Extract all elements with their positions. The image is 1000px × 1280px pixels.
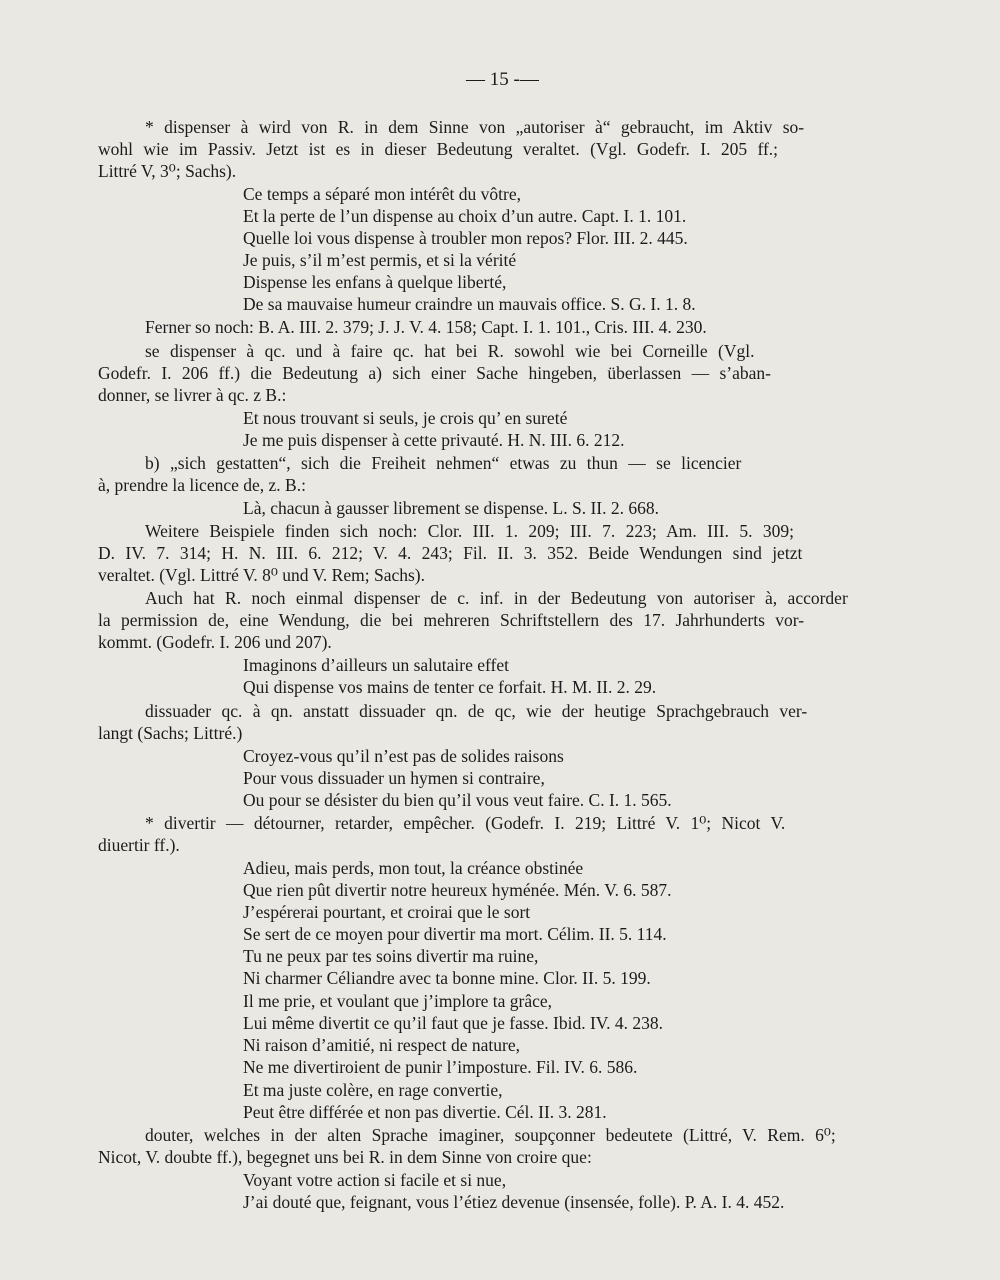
text-line: Il me prie, et voulant que j’implore ta grâce,	[243, 991, 553, 1011]
text-line: * divertir — détourner, retarder, empêcher. (Godefr. I. 219; Littré V. 1⁰; Nicot V.	[145, 813, 786, 833]
text-line: Voyant votre action si facile et si nue,	[243, 1170, 507, 1190]
text-line: Croyez-vous qu’il n’est pas de solides raisons	[243, 746, 564, 766]
text-line: Et nous trouvant si seuls, je crois qu’ en sureté	[243, 408, 568, 428]
text-line: De sa mauvaise humeur craindre un mauvais office. S. G. I. 1. 8.	[243, 294, 696, 314]
text-line: Tu ne peux par tes soins divertir ma ruine,	[243, 946, 539, 966]
text-line: Ferner so noch: B. A. III. 2. 379; J. J. V. 4. 158; Capt. I. 1. 101., Cris. III. 4. 230.	[145, 317, 707, 337]
text-line: Ne me divertiroient de punir l’imposture. Fil. IV. 6. 586.	[243, 1057, 638, 1077]
text-line: Qui dispense vos mains de tenter ce forfait. H. M. II. 2. 29.	[243, 677, 657, 697]
text-line: D. IV. 7. 314; H. N. III. 6. 212; V. 4. 243; Fil. II. 3. 352. Beide Wendungen sind jetzt	[98, 543, 803, 563]
text-line: langt (Sachs; Littré.)	[98, 723, 243, 743]
text-line: J’espérerai pourtant, et croirai que le sort	[243, 902, 531, 922]
text-line: Godefr. I. 206 ff.) die Bedeutung a) sich einer Sache hingeben, überlassen — s’aban-	[98, 363, 771, 383]
text-line: Et la perte de l’un dispense au choix d’un autre. Capt. I. 1. 101.	[243, 206, 687, 226]
text-line: Adieu, mais perds, mon tout, la créance obstinée	[243, 858, 584, 878]
text-line: Auch hat R. noch einmal dispenser de c. inf. in der Bedeutung von autoriser à, accorder	[145, 588, 848, 608]
text-line: à, prendre la licence de, z. B.:	[98, 475, 306, 495]
text-line: Ou pour se désister du bien qu’il vous veut faire. C. I. 1. 565.	[243, 790, 672, 810]
text-line: Nicot, V. doubte ff.), begegnet uns bei R. in dem Sinne von croire que:	[98, 1147, 592, 1167]
text-line: Imaginons d’ailleurs un salutaire effet	[243, 655, 509, 675]
text-line: Weitere Beispiele finden sich noch: Clor. III. 1. 209; III. 7. 223; Am. III. 5. 309;	[145, 521, 794, 541]
text-line: J’ai douté que, feignant, vous l’étiez devenue (insensée, folle). P. A. I. 4. 452.	[243, 1192, 785, 1212]
text-line: wohl wie im Passiv. Jetzt ist es in dieser Bedeutung veraltet. (Vgl. Godefr. I. 205 ff.;	[98, 139, 779, 159]
text-line: diuertir ff.).	[98, 835, 180, 855]
text-line: * dispenser à wird von R. in dem Sinne von „autoriser à“ gebraucht, im Aktiv so-	[145, 117, 805, 137]
text-line: donner, se livrer à qc. z B.:	[98, 385, 287, 405]
text-line: Lui même divertit ce qu’il faut que je fasse. Ibid. IV. 4. 238.	[243, 1013, 664, 1033]
text-line: Se sert de ce moyen pour divertir ma mort. Célim. II. 5. 114.	[243, 924, 667, 944]
text-line: dissuader qc. à qn. anstatt dissuader qn. de qc, wie der heutige Sprachgebrauch ver-	[145, 701, 808, 721]
text-line: la permission de, eine Wendung, die bei mehreren Schriftstellern des 17. Jahrhunderts vor-	[98, 610, 805, 630]
text-line: se dispenser à qc. und à faire qc. hat bei R. sowohl wie bei Corneille (Vgl.	[145, 341, 755, 361]
text-line: Ni charmer Céliandre avec ta bonne mine. Clor. II. 5. 199.	[243, 968, 651, 988]
text-line: Et ma juste colère, en rage convertie,	[243, 1080, 503, 1100]
text-line: Quelle loi vous dispense à troubler mon repos? Flor. III. 2. 445.	[243, 228, 688, 248]
text-line: Je puis, s’il m’est permis, et si la vérité	[243, 250, 517, 270]
text-line: Pour vous dissuader un hymen si contraire,	[243, 768, 545, 788]
text-line: douter, welches in der alten Sprache imaginer, soupçonner bedeutete (Littré, V. Rem. 6⁰;	[145, 1125, 836, 1145]
text-line: Là, chacun à gausser librement se dispense. L. S. II. 2. 668.	[243, 498, 659, 518]
text-line: veraltet. (Vgl. Littré V. 8⁰ und V. Rem; Sachs).	[98, 565, 426, 585]
text-line: Littré V, 3⁰; Sachs).	[98, 161, 237, 181]
text-line: Je me puis dispenser à cette privauté. H. N. III. 6. 212.	[243, 430, 625, 450]
text-line: b) „sich gestatten“, sich die Freiheit nehmen“ etwas zu thun — se licencier	[145, 453, 742, 473]
text-line: kommt. (Godefr. I. 206 und 207).	[98, 632, 332, 652]
text-line: Peut être différée et non pas divertie. Cél. II. 3. 281.	[243, 1102, 607, 1122]
text-line: Ni raison d’amitié, ni respect de nature,	[243, 1035, 520, 1055]
text-line: Dispense les enfans à quelque liberté,	[243, 272, 507, 292]
text-line: Ce temps a séparé mon intérêt du vôtre,	[243, 184, 521, 204]
page-number: — 15 -—	[466, 69, 539, 90]
text-line: Que rien pût divertir notre heureux hyménée. Mén. V. 6. 587.	[243, 880, 672, 900]
